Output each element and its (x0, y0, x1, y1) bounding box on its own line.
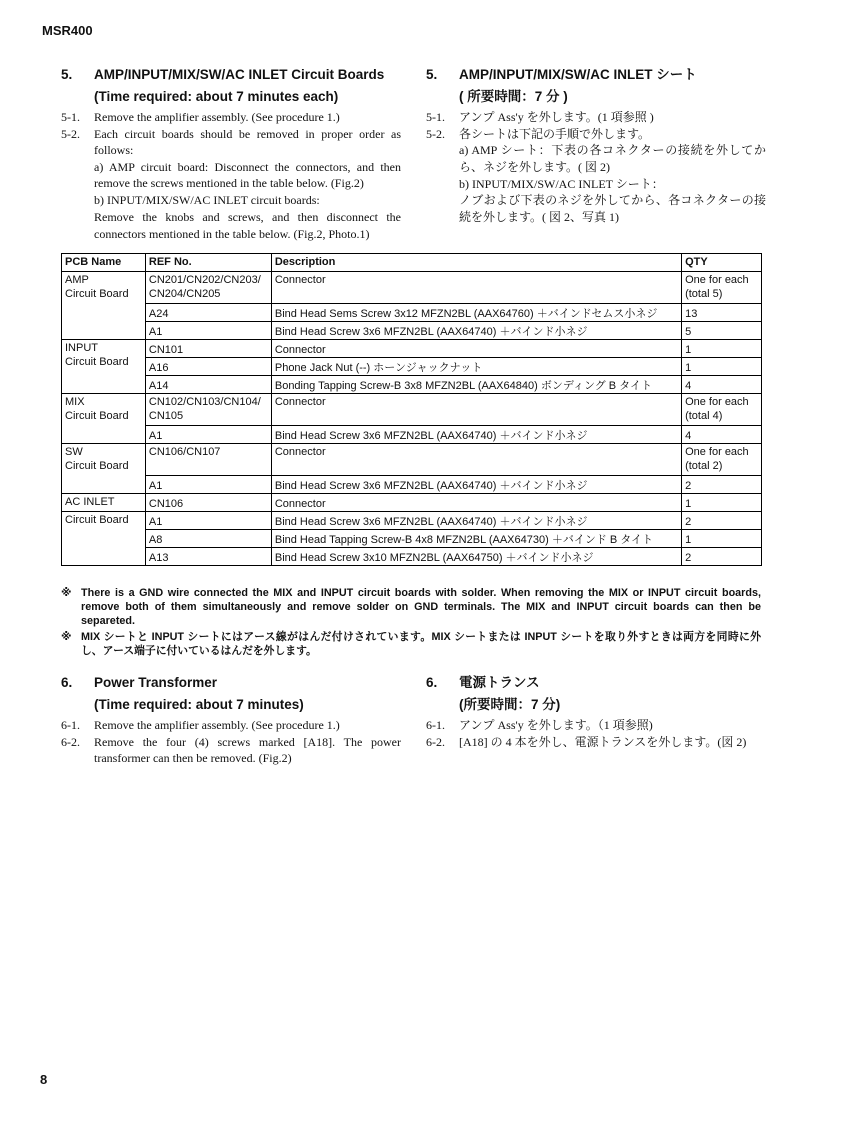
cell-ref-no: A1 (145, 426, 271, 444)
step-number: 5-1. (426, 110, 445, 124)
section-6-title-jp (426, 672, 766, 716)
cell-ref-no: A1 (145, 512, 271, 530)
note-japanese (61, 630, 761, 658)
step-text: Remove the amplifier assembly. (See procedure 1.) (94, 718, 340, 732)
cell-qty: 1 (682, 358, 762, 376)
cell-qty: 1 (682, 530, 762, 548)
section-5-title-jp (426, 64, 766, 108)
section-title-line1: 電源トランス (459, 675, 540, 690)
cell-ref-no: A14 (145, 376, 271, 394)
cell-qty: 1 (682, 494, 762, 512)
cell-qty: One for each (total 4) (682, 394, 762, 426)
step-6-1 (61, 717, 401, 734)
step-number: 6-2. (61, 734, 80, 749)
note-text: There is a GND wire connected the MIX and INPUT circuit boards with solder. When removing the MIX or INPUT circuit boards, remove both of them simultaneously and remove solder on GND terminals. The MIX and INPUT circuit boards can then be separeted. (81, 587, 761, 627)
cell-qty: 2 (682, 476, 762, 494)
cell-description: Connector (271, 272, 681, 304)
step-number: 5-2. (61, 126, 80, 141)
step-number: 5-2. (426, 126, 445, 141)
note-text: MIX シートと INPUT シートにはアース線がはんだ付けされています。MIX シートまたは INPUT シートを取り外すときは両方を同時に外し、アース端子に付いているはんだを外します。 (81, 631, 761, 657)
cell-ref-no: A8 (145, 530, 271, 548)
cell-ref-no: A1 (145, 476, 271, 494)
column-header-qty: QTY (682, 254, 762, 272)
step-5-2-b-detail-jp: ノブおよび下表のネジを外してから、各コネクターの接続を外します。( 図 2、写真 1) (459, 193, 766, 225)
step-6-1-jp (426, 717, 766, 734)
section-number: 6. (426, 675, 438, 690)
cell-description: Bind Head Screw 3x6 MFZN2BL (AAX64740) ＋バインド小ネジ (271, 512, 681, 530)
table-row (62, 340, 762, 358)
section-6-japanese (426, 672, 766, 750)
table-row (62, 530, 762, 548)
cell-description: Connector (271, 340, 681, 358)
section-5-japanese (426, 64, 766, 226)
cell-ref-no: A1 (145, 322, 271, 340)
table-row (62, 444, 762, 476)
section-title-line2: (所要時間：7 分) (459, 697, 561, 712)
cell-pcb-name: SW Circuit Board (62, 444, 146, 494)
cell-description: Bind Head Sems Screw 3x12 MFZN2BL (AAX64760) ＋バインドセムス小ネジ (271, 304, 681, 322)
cell-description: Connector (271, 494, 681, 512)
section-title-line1: AMP/INPUT/MIX/SW/AC INLET シート (459, 67, 697, 82)
table-row (62, 494, 762, 512)
step-number: 6-1. (426, 718, 445, 732)
cell-qty: 2 (682, 548, 762, 566)
page-number: 8 (40, 1072, 48, 1087)
note-mark: ※ (61, 631, 72, 643)
cell-ref-no: CN106 (145, 494, 271, 512)
section-title-line1: Power Transformer (94, 675, 218, 690)
table-row (62, 376, 762, 394)
step-6-2-jp (426, 734, 766, 751)
cell-ref-no: CN101 (145, 340, 271, 358)
cell-description: Bind Head Screw 3x10 MFZN2BL (AAX64750) ＋バインド小ネジ (271, 548, 681, 566)
step-number: 6-2. (426, 734, 445, 749)
step-5-2-a: a) AMP circuit board: Disconnect the connectors, and then remove the screws mentioned in the table below. (Fig.2) (94, 159, 401, 191)
cell-qty: 1 (682, 340, 762, 358)
step-text: アンプ Ass'y を外します。(1 項参照 ) (459, 110, 654, 124)
section-5-title (61, 64, 401, 108)
cell-pcb-name: MIX Circuit Board (62, 394, 146, 444)
table-row (62, 548, 762, 566)
step-5-2-a-jp: a) AMP シート：下表の各コネクターの接続を外してから、ネジを外します。( 図 2) (459, 143, 766, 174)
column-header-description: Description (271, 254, 681, 272)
section-5-english (61, 64, 401, 242)
section-number: 5. (426, 67, 438, 82)
parts-table (61, 253, 762, 566)
cell-qty: One for each (total 2) (682, 444, 762, 476)
cell-description: Bind Head Tapping Screw-B 4x8 MFZN2BL (AAX64730) ＋バインド B タイト (271, 530, 681, 548)
cell-ref-no: CN102/CN103/CN104/ CN105 (145, 394, 271, 426)
cell-pcb-name: AMP Circuit Board (62, 272, 146, 340)
section-number: 5. (61, 67, 73, 82)
table-row (62, 394, 762, 426)
section-6-title (61, 672, 401, 716)
step-6-2 (61, 734, 401, 767)
cell-ref-no: A16 (145, 358, 271, 376)
step-5-2-b-jp: b) INPUT/MIX/SW/AC INLET シート： (459, 176, 664, 191)
section-6-english (61, 672, 401, 767)
model-name: MSR400 (42, 23, 93, 38)
step-5-2-jp (426, 126, 766, 143)
step-number: 6-1. (61, 718, 80, 732)
step-text: Remove the four (4) screws marked [A18]. The power transformer can then be removed. (Fig.2) (94, 734, 401, 765)
cell-description: Connector (271, 444, 681, 476)
step-5-1 (61, 109, 401, 126)
step-number: 5-1. (61, 110, 80, 124)
cell-description: Bind Head Screw 3x6 MFZN2BL (AAX64740) ＋バインド小ネジ (271, 476, 681, 494)
note-english (61, 586, 761, 628)
cell-ref-no: CN201/CN202/CN203/ CN204/CN205 (145, 272, 271, 304)
cell-qty: One for each (total 5) (682, 272, 762, 304)
cell-qty: 5 (682, 322, 762, 340)
step-text: [A18] の 4 本を外し、電源トランスを外します。(図 2) (459, 734, 747, 749)
section-title-line2: ( 所要時間：7 分 ) (459, 89, 568, 104)
table-row (62, 512, 762, 530)
table-row (62, 358, 762, 376)
note-mark: ※ (61, 587, 72, 599)
column-header-ref: REF No. (145, 254, 271, 272)
cell-qty: 13 (682, 304, 762, 322)
cell-pcb-name: AC INLET (62, 494, 146, 512)
cell-qty: 4 (682, 426, 762, 444)
section-number: 6. (61, 675, 73, 690)
cell-ref-no: CN106/CN107 (145, 444, 271, 476)
step-text: 各シートは下記の手順で外します。 (459, 126, 651, 141)
step-5-2-b: b) INPUT/MIX/SW/AC INLET circuit boards: (94, 193, 320, 208)
cell-qty: 4 (682, 376, 762, 394)
step-5-2 (61, 126, 401, 159)
cell-description: Bind Head Screw 3x6 MFZN2BL (AAX64740) ＋バインド小ネジ (271, 322, 681, 340)
cell-description: Bind Head Screw 3x6 MFZN2BL (AAX64740) ＋バインド小ネジ (271, 426, 681, 444)
cell-pcb-name: INPUT Circuit Board (62, 340, 146, 394)
step-text: Each circuit boards should be removed in proper order as follows: (94, 126, 401, 157)
cell-ref-no: A24 (145, 304, 271, 322)
table-row (62, 304, 762, 322)
cell-ref-no: A13 (145, 548, 271, 566)
table-row (62, 322, 762, 340)
step-text: Remove the amplifier assembly. (See procedure 1.) (94, 110, 340, 124)
table-header-row (62, 254, 762, 272)
cell-description: Phone Jack Nut (--) ホーンジャックナット (271, 358, 681, 376)
column-header-pcb: PCB Name (62, 254, 146, 272)
step-text: アンプ Ass'y を外します。（1 項参照) (459, 718, 653, 732)
table-row (62, 272, 762, 304)
section-title-line1: AMP/INPUT/MIX/SW/AC INLET Circuit Boards (94, 67, 385, 82)
table-row (62, 426, 762, 444)
cell-qty: 2 (682, 512, 762, 530)
table-row (62, 476, 762, 494)
step-5-2-b-detail: Remove the knobs and screws, and then disconnect the connectors mentioned in the table below. (Fig.2, Photo.1) (94, 209, 401, 241)
section-title-line2: (Time required: about 7 minutes each) (94, 89, 339, 104)
step-5-1-jp (426, 109, 766, 126)
cell-description: Connector (271, 394, 681, 426)
cell-pcb-name: Circuit Board (62, 512, 146, 566)
cell-description: Bonding Tapping Screw-B 3x8 MFZN2BL (AAX64840) ボンディング B タイト (271, 376, 681, 394)
section-title-line2: (Time required: about 7 minutes) (94, 697, 304, 712)
